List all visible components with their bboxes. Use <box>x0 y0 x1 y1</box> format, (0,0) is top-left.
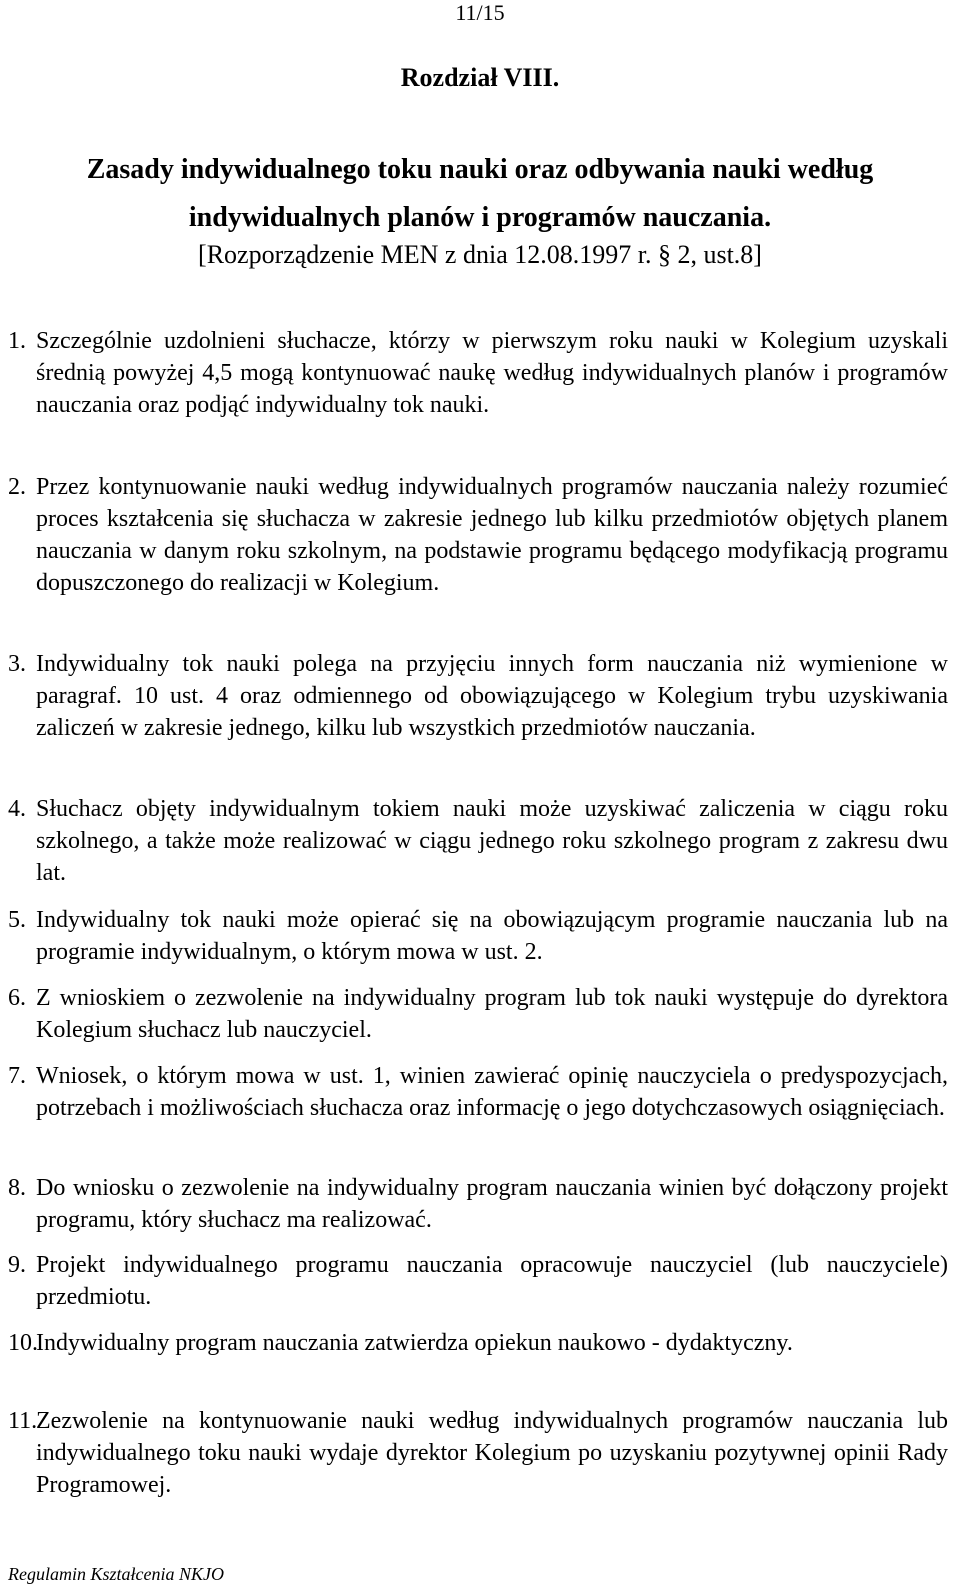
item-text: Z wnioskiem o zezwolenie na indywidualny program lub tok nauki występuje do dyrektora Kolegium słuchacz lub nauczyciel. <box>36 985 948 1043</box>
list-item-3 <box>8 648 948 744</box>
chapter-heading: Rozdział VIII. <box>400 63 560 92</box>
list-item-6 <box>8 982 948 1046</box>
item-number: 3. <box>8 651 26 677</box>
list-item-1 <box>8 325 948 421</box>
item-number: 7. <box>8 1063 26 1089</box>
item-text: Indywidualny tok nauki polega na przyjęciu innych form nauczania niż wymienione w paragraf. 10 ust. 4 oraz odmiennego od obowiązującego w Kolegium trybu uzyskiwania zaliczeń w zakresie jednego, kilku lub wszystkich przedmiotów nauczania. <box>36 651 948 741</box>
item-number: 9. <box>8 1252 26 1278</box>
list-item-2 <box>8 471 948 599</box>
page-number: 11/15 <box>455 0 505 25</box>
document-title: Zasady indywidualnego toku nauki oraz odbywania nauki według indywidualnych planów i programów nauczania. <box>86 154 874 233</box>
item-number: 2. <box>8 474 26 500</box>
item-text: Zezwolenie na kontynuowanie nauki według indywidualnych programów nauczania lub indywidualnego toku nauki wydaje dyrektor Kolegium po uzyskaniu pozytywnej opinii Rady Programowej. <box>36 1408 948 1498</box>
item-number: 6. <box>8 985 26 1011</box>
list-item-10 <box>8 1327 948 1359</box>
item-text: Wniosek, o którym mowa w ust. 1, winien zawierać opinię nauczyciela o predyspozycjach, potrzebach i możliwościach słuchacza oraz informację o jego dotychczasowych osiągnięciach. <box>36 1063 948 1121</box>
item-text: Projekt indywidualnego programu nauczania opracowuje nauczyciel (lub nauczyciele) przedmiotu. <box>36 1252 948 1310</box>
item-text: Indywidualny program nauczania zatwierdza opiekun naukowo - dydaktyczny. <box>36 1330 793 1356</box>
item-text: Przez kontynuowanie nauki według indywidualnych programów nauczania należy rozumieć proces kształcenia się słuchacza w zakresie jednego lub kilku przedmiotów objętych planem nauczania w danym roku szkolnym, na podstawie programu będącego modyfikacją programu dopuszczonego do realizacji w Kolegium. <box>36 474 948 596</box>
item-number: 11. <box>8 1408 38 1434</box>
item-text: Indywidualny tok nauki może opierać się na obowiązującym programie nauczania lub na programie indywidualnym, o którym mowa w ust. 2. <box>36 907 948 965</box>
footer-document-name: Regulamin Kształcenia NKJO <box>8 1564 224 1584</box>
item-number: 5. <box>8 907 26 933</box>
regulation-reference: [Rozporządzenie MEN z dnia 12.08.1997 r. § 2, ust.8] <box>198 240 762 269</box>
item-text: Do wniosku o zezwolenie na indywidualny program nauczania winien być dołączony projekt programu, który słuchacz ma realizować. <box>36 1175 948 1233</box>
list-item-8 <box>8 1172 948 1236</box>
list-item-7 <box>8 1060 948 1124</box>
list-item-4 <box>8 793 948 889</box>
list-item-11 <box>8 1405 948 1501</box>
item-number: 8. <box>8 1175 26 1201</box>
item-text: Szczególnie uzdolnieni słuchacze, którzy w pierwszym roku nauki w Kolegium uzyskali średnią powyżej 4,5 mogą kontynuować naukę według indywidualnych planów i programów nauczania oraz podjąć indywidualny tok nauki. <box>36 328 948 418</box>
list-item-5 <box>8 904 948 968</box>
list-item-9 <box>8 1249 948 1313</box>
item-number: 4. <box>8 796 26 822</box>
item-text: Słuchacz objęty indywidualnym tokiem nauki może uzyskiwać zaliczenia w ciągu roku szkolnego, a także może realizować w ciągu jednego roku szkolnego program z zakresu dwu lat. <box>36 796 948 886</box>
item-number: 1. <box>8 328 26 354</box>
item-number: 10. <box>8 1330 38 1356</box>
